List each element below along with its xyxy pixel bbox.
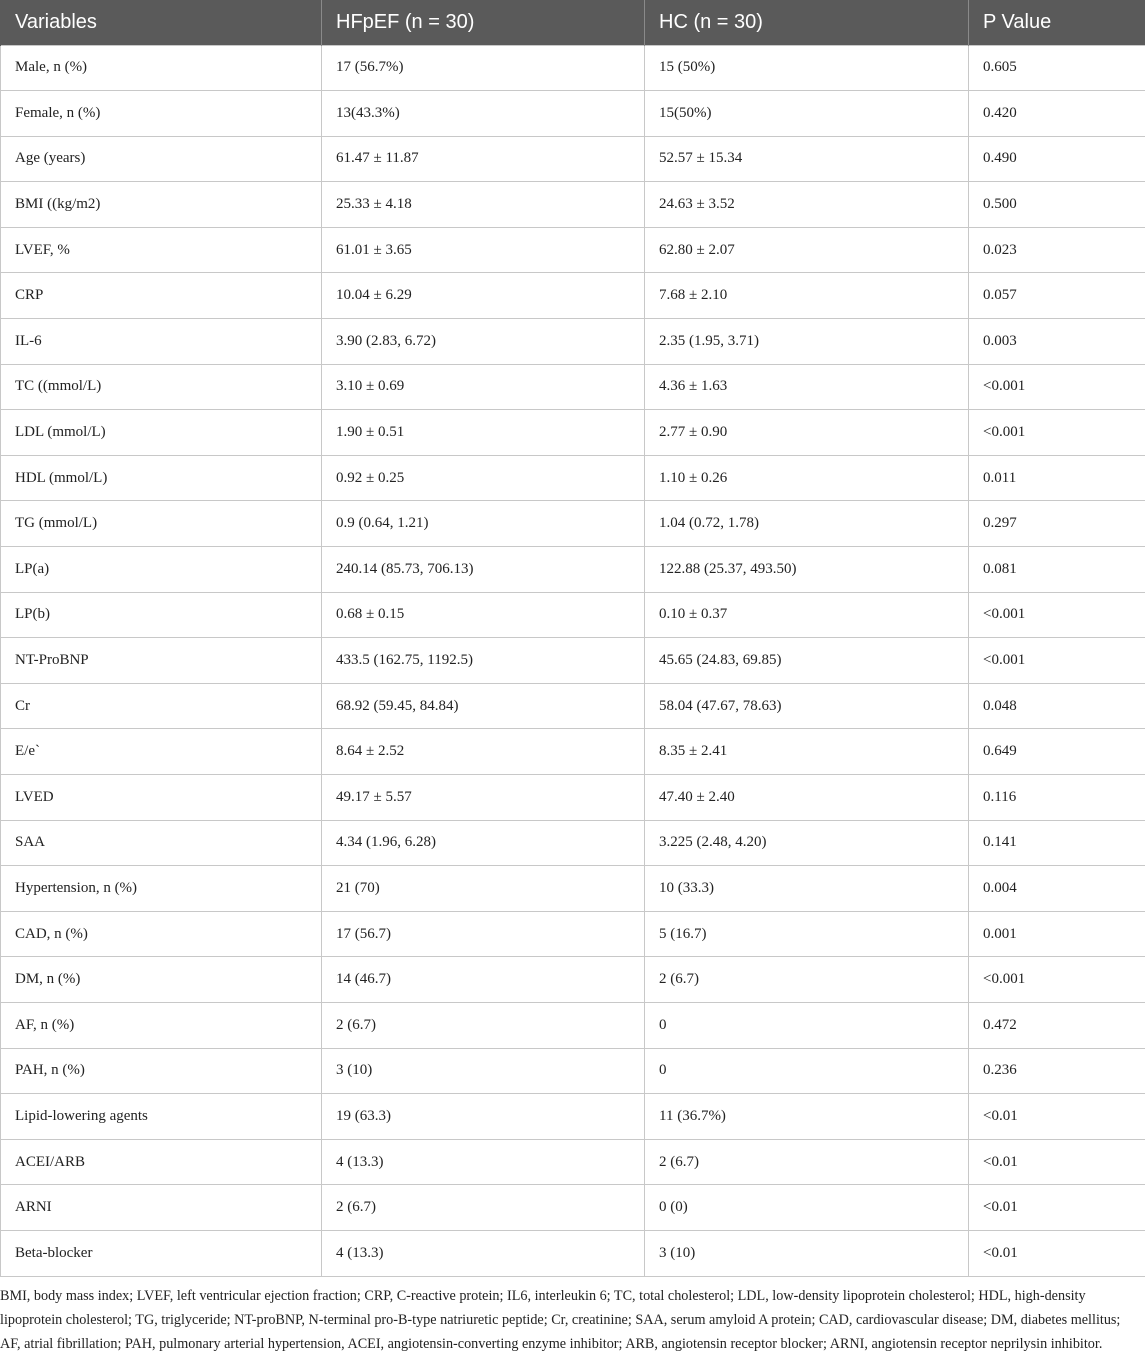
cell-variable: ACEI/ARB <box>1 1139 322 1185</box>
cell-p-value: 0.297 <box>969 501 1145 547</box>
cell-hc: 1.10 ± 0.26 <box>645 455 969 501</box>
cell-hc: 4.36 ± 1.63 <box>645 364 969 410</box>
cell-hc: 3.225 (2.48, 4.20) <box>645 820 969 866</box>
table-row <box>1 1094 1145 1140</box>
cell-p-value: 0.001 <box>969 911 1145 957</box>
cell-hfpef: 2 (6.7) <box>322 1185 645 1231</box>
table-row <box>1 638 1145 684</box>
cell-variable: CAD, n (%) <box>1 911 322 957</box>
cell-hfpef: 13(43.3%) <box>322 91 645 137</box>
cell-p-value: 0.420 <box>969 91 1145 137</box>
cell-hfpef: 3.90 (2.83, 6.72) <box>322 319 645 365</box>
cell-variable: PAH, n (%) <box>1 1048 322 1094</box>
cell-hc: 47.40 ± 2.40 <box>645 775 969 821</box>
cell-p-value: 0.004 <box>969 866 1145 912</box>
table-row <box>1 1185 1145 1231</box>
cell-variable: SAA <box>1 820 322 866</box>
cell-p-value: 0.116 <box>969 775 1145 821</box>
cell-p-value: 0.023 <box>969 227 1145 273</box>
cell-hc: 1.04 (0.72, 1.78) <box>645 501 969 547</box>
cell-p-value: 0.500 <box>969 182 1145 228</box>
table-row <box>1 820 1145 866</box>
cell-p-value: <0.001 <box>969 957 1145 1003</box>
table-header <box>1 0 1145 45</box>
cell-hc: 122.88 (25.37, 493.50) <box>645 547 969 593</box>
table-row <box>1 364 1145 410</box>
cell-p-value: 0.490 <box>969 136 1145 182</box>
cell-variable: IL-6 <box>1 319 322 365</box>
cell-hfpef: 2 (6.7) <box>322 1002 645 1048</box>
cell-variable: LVEF, % <box>1 227 322 273</box>
table-row <box>1 1002 1145 1048</box>
cell-hc: 10 (33.3) <box>645 866 969 912</box>
cell-p-value: 0.011 <box>969 455 1145 501</box>
cell-hfpef: 1.90 ± 0.51 <box>322 410 645 456</box>
cell-hfpef: 3 (10) <box>322 1048 645 1094</box>
table-row <box>1 729 1145 775</box>
cell-hc: 7.68 ± 2.10 <box>645 273 969 319</box>
cell-p-value: 0.236 <box>969 1048 1145 1094</box>
table-row <box>1 547 1145 593</box>
cell-hc: 5 (16.7) <box>645 911 969 957</box>
cell-p-value: 0.472 <box>969 1002 1145 1048</box>
cell-hfpef: 21 (70) <box>322 866 645 912</box>
table-row <box>1 273 1145 319</box>
table-row <box>1 91 1145 137</box>
cell-hfpef: 4.34 (1.96, 6.28) <box>322 820 645 866</box>
cell-variable: TG (mmol/L) <box>1 501 322 547</box>
cell-p-value: 0.057 <box>969 273 1145 319</box>
cell-hfpef: 3.10 ± 0.69 <box>322 364 645 410</box>
cell-variable: LDL (mmol/L) <box>1 410 322 456</box>
cell-p-value: 0.003 <box>969 319 1145 365</box>
cell-variable: Male, n (%) <box>1 45 322 91</box>
table-row <box>1 866 1145 912</box>
cell-p-value: 0.141 <box>969 820 1145 866</box>
cell-hc: 0 <box>645 1002 969 1048</box>
cell-hfpef: 433.5 (162.75, 1192.5) <box>322 638 645 684</box>
cell-p-value: <0.001 <box>969 364 1145 410</box>
cell-hfpef: 61.01 ± 3.65 <box>322 227 645 273</box>
cell-variable: DM, n (%) <box>1 957 322 1003</box>
cell-variable: Lipid-lowering agents <box>1 1094 322 1140</box>
cell-variable: Beta-blocker <box>1 1230 322 1276</box>
cell-p-value: <0.001 <box>969 638 1145 684</box>
cell-hc: 52.57 ± 15.34 <box>645 136 969 182</box>
cell-variable: Age (years) <box>1 136 322 182</box>
cell-hfpef: 19 (63.3) <box>322 1094 645 1140</box>
table-row <box>1 957 1145 1003</box>
cell-variable: LP(b) <box>1 592 322 638</box>
cell-hc: 3 (10) <box>645 1230 969 1276</box>
header-variables: Variables <box>1 0 322 45</box>
header-row <box>1 0 1145 45</box>
cell-p-value: <0.01 <box>969 1094 1145 1140</box>
cell-p-value: 0.649 <box>969 729 1145 775</box>
cell-hc: 24.63 ± 3.52 <box>645 182 969 228</box>
cell-variable: HDL (mmol/L) <box>1 455 322 501</box>
table-row <box>1 592 1145 638</box>
cell-hfpef: 10.04 ± 6.29 <box>322 273 645 319</box>
cell-p-value: 0.048 <box>969 683 1145 729</box>
cell-hfpef: 25.33 ± 4.18 <box>322 182 645 228</box>
cell-hfpef: 68.92 (59.45, 84.84) <box>322 683 645 729</box>
cell-hc: 0.10 ± 0.37 <box>645 592 969 638</box>
table-row <box>1 1230 1145 1276</box>
cell-hfpef: 17 (56.7%) <box>322 45 645 91</box>
cell-p-value: <0.001 <box>969 410 1145 456</box>
table-row <box>1 136 1145 182</box>
cell-hc: 45.65 (24.83, 69.85) <box>645 638 969 684</box>
table-body <box>1 45 1145 1276</box>
table-row <box>1 775 1145 821</box>
table-row <box>1 683 1145 729</box>
table-row <box>1 227 1145 273</box>
cell-hfpef: 14 (46.7) <box>322 957 645 1003</box>
cell-hc: 58.04 (47.67, 78.63) <box>645 683 969 729</box>
cell-p-value: 0.081 <box>969 547 1145 593</box>
header-p-value: P Value <box>969 0 1145 45</box>
cell-variable: Female, n (%) <box>1 91 322 137</box>
cell-variable: Cr <box>1 683 322 729</box>
cell-hfpef: 0.9 (0.64, 1.21) <box>322 501 645 547</box>
cell-hc: 2.77 ± 0.90 <box>645 410 969 456</box>
cell-variable: BMI ((kg/m2) <box>1 182 322 228</box>
table-row <box>1 501 1145 547</box>
header-hfpef: HFpEF (n = 30) <box>322 0 645 45</box>
table-row <box>1 45 1145 91</box>
cell-hc: 0 (0) <box>645 1185 969 1231</box>
cell-variable: AF, n (%) <box>1 1002 322 1048</box>
header-hc: HC (n = 30) <box>645 0 969 45</box>
cell-hfpef: 4 (13.3) <box>322 1230 645 1276</box>
cell-p-value: <0.01 <box>969 1230 1145 1276</box>
cell-hfpef: 8.64 ± 2.52 <box>322 729 645 775</box>
cell-variable: Hypertension, n (%) <box>1 866 322 912</box>
cell-hc: 2.35 (1.95, 3.71) <box>645 319 969 365</box>
cell-hfpef: 17 (56.7) <box>322 911 645 957</box>
cell-hfpef: 0.92 ± 0.25 <box>322 455 645 501</box>
table-row <box>1 455 1145 501</box>
cell-hc: 2 (6.7) <box>645 957 969 1003</box>
cell-variable: LP(a) <box>1 547 322 593</box>
table-row <box>1 1139 1145 1185</box>
cell-hc: 0 <box>645 1048 969 1094</box>
cell-variable: ARNI <box>1 1185 322 1231</box>
cell-hc: 11 (36.7%) <box>645 1094 969 1140</box>
cell-p-value: <0.01 <box>969 1139 1145 1185</box>
cell-variable: LVED <box>1 775 322 821</box>
cell-variable: TC ((mmol/L) <box>1 364 322 410</box>
table-row <box>1 319 1145 365</box>
cell-hfpef: 0.68 ± 0.15 <box>322 592 645 638</box>
cell-hfpef: 240.14 (85.73, 706.13) <box>322 547 645 593</box>
cell-p-value: 0.605 <box>969 45 1145 91</box>
cell-p-value: <0.001 <box>969 592 1145 638</box>
table-row <box>1 1048 1145 1094</box>
cell-hc: 15(50%) <box>645 91 969 137</box>
table-row <box>1 182 1145 228</box>
cell-variable: NT-ProBNP <box>1 638 322 684</box>
cell-hc: 8.35 ± 2.41 <box>645 729 969 775</box>
cell-variable: E/e` <box>1 729 322 775</box>
table-row <box>1 911 1145 957</box>
cell-variable: CRP <box>1 273 322 319</box>
cell-hfpef: 4 (13.3) <box>322 1139 645 1185</box>
cell-hfpef: 49.17 ± 5.57 <box>322 775 645 821</box>
cell-hc: 2 (6.7) <box>645 1139 969 1185</box>
table-footnote: BMI, body mass index; LVEF, left ventricular ejection fraction; CRP, C-reactive protein; IL6, interleukin 6; TC, total cholesterol; LDL, low-density lipoprotein cholesterol; HDL, high-density lipoprotein cholesterol; TG, triglyceride; NT-proBNP, N-terminal pro-B-type natriuretic peptide; Cr, creatinine; SAA, serum amyloid A protein; CAD, cardiovascular disease; DM, diabetes mellitus; AF, atrial fibrillation; PAH, pulmonary arterial hypertension, ACEI, angiotensin-converting enzyme inhibitor; ARB, angiotensin receptor blocker; ARNI, angiotensin receptor neprilysin inhibitor. <box>0 1288 1121 1352</box>
cell-hc: 15 (50%) <box>645 45 969 91</box>
table-row <box>1 410 1145 456</box>
cell-hfpef: 61.47 ± 11.87 <box>322 136 645 182</box>
cell-p-value: <0.01 <box>969 1185 1145 1231</box>
cell-hc: 62.80 ± 2.07 <box>645 227 969 273</box>
